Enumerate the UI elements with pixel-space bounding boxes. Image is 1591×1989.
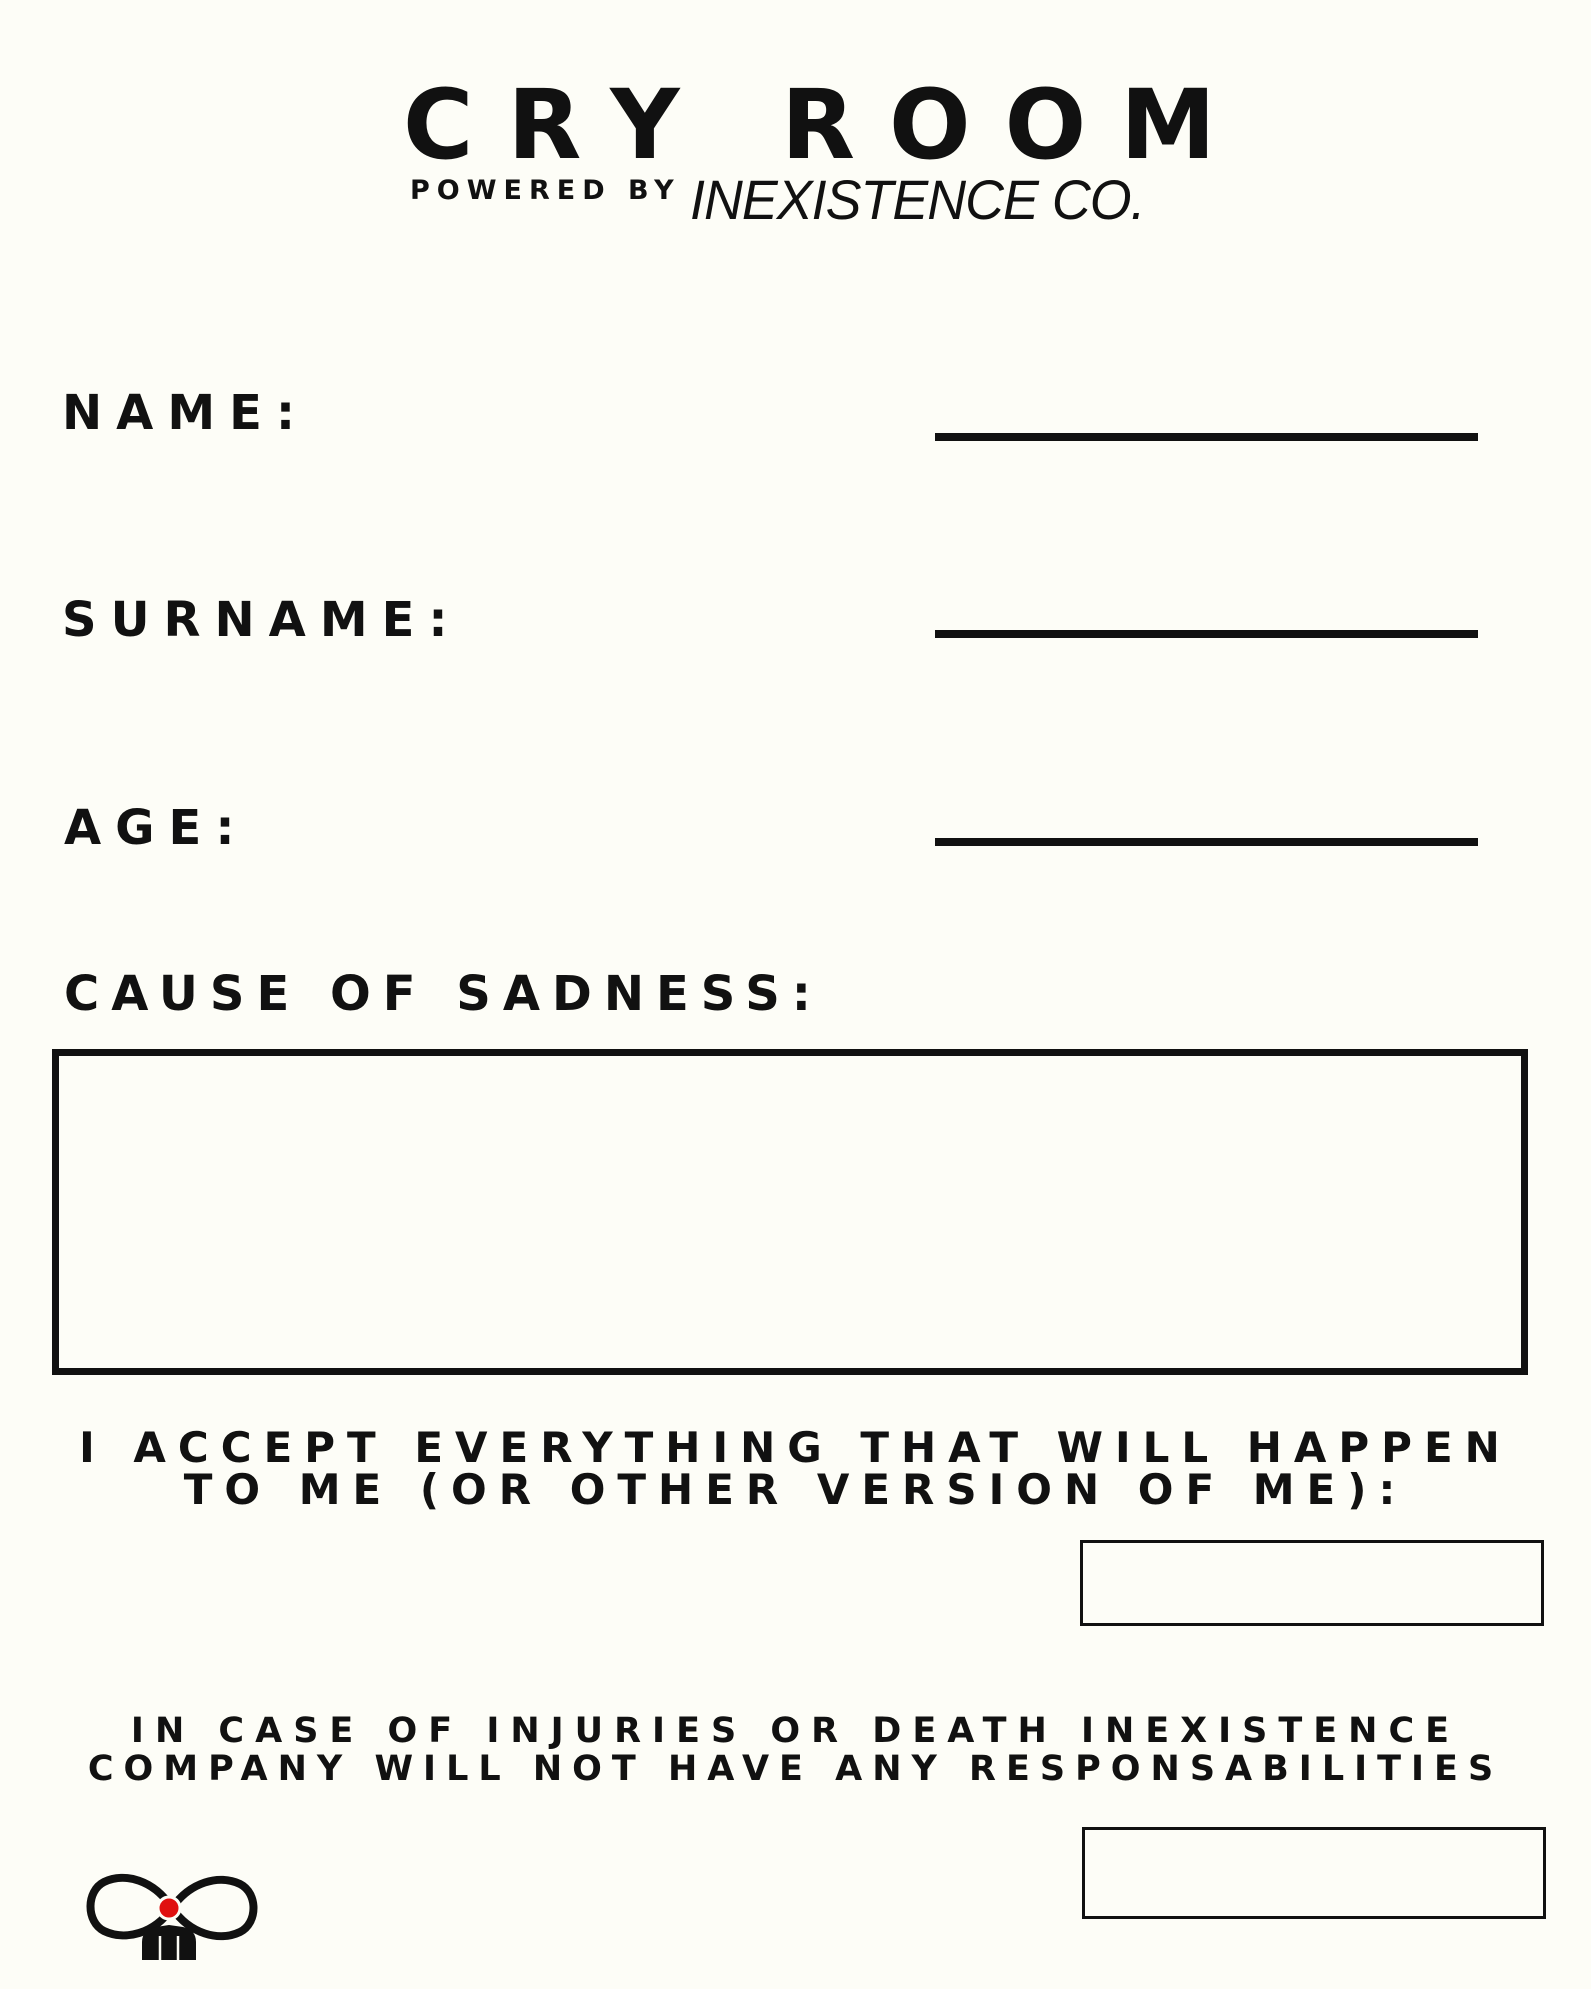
page-title: CRY ROOM — [403, 69, 1250, 181]
cause-of-sadness-label: CAUSE OF SADNESS: — [64, 966, 823, 1022]
powered-by-label: POWERED BY — [410, 175, 681, 206]
name-field[interactable] — [935, 433, 1478, 441]
surname-field[interactable] — [935, 630, 1478, 638]
cause-of-sadness-field[interactable] — [52, 1049, 1528, 1375]
liability-statement-line-1: IN CASE OF INJURIES OR DEATH INEXISTENCE — [130, 1711, 1461, 1751]
liability-statement-line-2: COMPANY WILL NOT HAVE ANY RESPONSABILITIES — [87, 1749, 1504, 1789]
brand-name: INEXISTENCE CO. — [690, 168, 1145, 231]
infinity-person-icon — [80, 1860, 265, 1960]
accept-statement-line-2: TO ME (OR OTHER VERSION OF ME): — [183, 1465, 1408, 1514]
age-field[interactable] — [935, 838, 1478, 846]
name-label: NAME: — [62, 385, 310, 441]
accept-signature-field[interactable] — [1080, 1540, 1544, 1626]
liability-signature-field[interactable] — [1082, 1827, 1546, 1919]
age-label: AGE: — [64, 800, 249, 856]
accept-statement-line-1: I ACCEPT EVERYTHING THAT WILL HAPPEN — [79, 1423, 1512, 1472]
surname-label: SURNAME: — [62, 592, 462, 648]
